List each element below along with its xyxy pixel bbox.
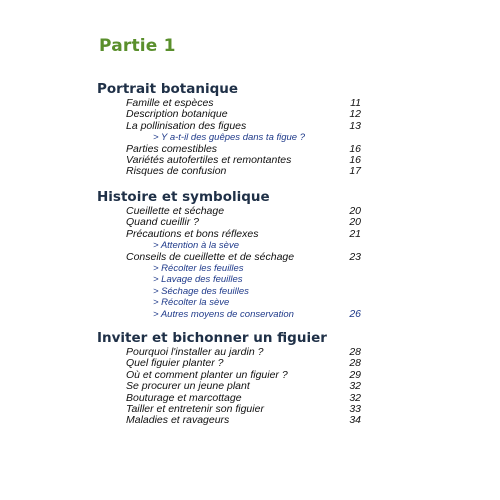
section-entries xyxy=(97,347,367,427)
toc-entry-label: Parties comestibles xyxy=(126,142,218,155)
toc-subentry xyxy=(97,132,367,143)
toc-page-number: 13 xyxy=(349,119,361,132)
section-title: Portrait botanique xyxy=(97,81,238,97)
toc-page-number: 26 xyxy=(349,307,361,320)
section-inviter-et-bichonner xyxy=(97,330,367,427)
toc-entry-label: Tailler et entretenir son figuier xyxy=(126,402,264,415)
part-title: Partie 1 xyxy=(99,36,176,56)
toc-entry-label: Conseils de cueillette et de séchage xyxy=(126,250,295,263)
toc-entry-label: > Y a-t-il des guêpes dans ta figue ? xyxy=(153,132,306,144)
toc-entry xyxy=(97,381,367,392)
toc-entry-label: > Autres moyens de conservation xyxy=(153,308,294,320)
toc-page-number: 28 xyxy=(349,346,361,358)
toc-entry-label: Cueillette et séchage xyxy=(126,205,225,217)
toc-subentry xyxy=(97,309,367,320)
toc-page-number: 32 xyxy=(349,380,361,393)
toc-entry-label: > Séchage des feuilles xyxy=(153,285,249,297)
toc-entry xyxy=(97,415,367,426)
section-title: Histoire et symbolique xyxy=(97,189,270,205)
section-title: Inviter et bichonner un figuier xyxy=(97,330,327,346)
toc-entry-label: La pollinisation des figues xyxy=(126,119,247,132)
section-histoire-et-symbolique xyxy=(97,189,367,320)
toc-entry xyxy=(97,166,367,177)
toc-page-number: 28 xyxy=(349,357,361,370)
toc-entry-label: Précautions et bons réflexes xyxy=(126,227,259,240)
toc-page-number: 16 xyxy=(349,153,361,166)
toc-subentry xyxy=(97,297,367,308)
toc-page-number: 17 xyxy=(349,165,361,178)
toc-entry xyxy=(97,121,367,132)
toc-entry-label: Où et comment planter un figuier ? xyxy=(126,368,288,381)
toc-entry-label: Pourquoi l'installer au jardin ? xyxy=(126,346,264,358)
toc-entry xyxy=(97,252,367,263)
toc-page-number: 11 xyxy=(350,97,361,109)
toc-page-number: 23 xyxy=(349,250,361,263)
toc-entry-label: > Attention à la sève xyxy=(153,240,239,252)
toc-entry-label: Quand cueillir ? xyxy=(126,216,199,229)
toc-page-number: 20 xyxy=(349,205,361,217)
toc-entry-label: Bouturage et marcottage xyxy=(126,391,242,404)
toc-entry-label: Se procurer un jeune plant xyxy=(126,380,250,393)
toc-page-number: 34 xyxy=(349,414,361,427)
toc-page-number: 12 xyxy=(349,108,361,121)
toc-entry xyxy=(97,229,367,240)
toc-page-number: 20 xyxy=(349,216,361,229)
toc-entry-label: Maladies et ravageurs xyxy=(126,414,230,427)
toc-subentry xyxy=(97,274,367,285)
toc-page-number: 33 xyxy=(349,402,361,415)
section-entries xyxy=(97,98,367,178)
toc-entry-label: Famille et espèces xyxy=(126,97,214,109)
toc-entry-label: > Récolter la sève xyxy=(153,297,230,309)
toc-page-number: 29 xyxy=(349,368,361,381)
section-entries xyxy=(97,206,367,320)
toc-entry-label: Risques de confusion xyxy=(126,165,227,178)
toc-entry-label: > Récolter les feuilles xyxy=(153,262,244,274)
toc-subentry xyxy=(97,263,367,274)
toc-entry-label: Variétés autofertiles et remontantes xyxy=(126,153,292,166)
toc-page-number: 21 xyxy=(349,227,361,240)
toc-entry-label: Description botanique xyxy=(126,108,228,121)
toc-entry-label: > Lavage des feuilles xyxy=(153,274,243,286)
toc-entry-label: Quel figuier planter ? xyxy=(126,357,224,370)
toc-subentry xyxy=(97,286,367,297)
toc-page-number: 32 xyxy=(349,391,361,404)
section-portrait-botanique xyxy=(97,81,367,178)
toc-subentry xyxy=(97,240,367,251)
toc-page-number: 16 xyxy=(349,142,361,155)
